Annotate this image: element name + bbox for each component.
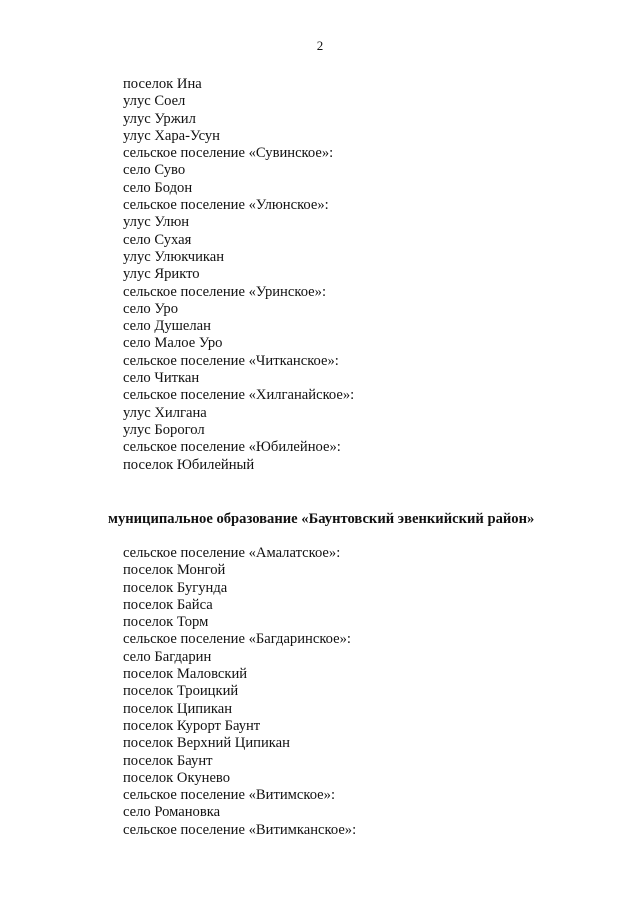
list-item: село Сухая bbox=[123, 231, 192, 248]
list-item: сельское поселение «Улюнское»: bbox=[123, 197, 329, 214]
page-number: 2 bbox=[316, 38, 324, 53]
list-item: поселок Ина bbox=[123, 76, 202, 92]
list-item: поселок Монгой bbox=[123, 562, 226, 579]
list-item: село Бодон bbox=[123, 179, 193, 196]
list-item: сельское поселение «Амалатское»: bbox=[123, 545, 341, 561]
list-item: село Душелан bbox=[123, 318, 211, 335]
list-item: сельское поселение «Багдаринское»: bbox=[123, 631, 351, 648]
list-item: село Романовка bbox=[123, 804, 221, 821]
list-item: сельское поселение «Читканское»: bbox=[123, 352, 339, 369]
list-item: улус Ярикто bbox=[123, 266, 200, 283]
list-item: сельское поселение «Уринское»: bbox=[123, 283, 327, 300]
list-item: поселок Байса bbox=[123, 596, 213, 613]
list-item: сельское поселение «Сувинское»: bbox=[123, 145, 334, 162]
settlement-list-top bbox=[123, 76, 354, 474]
list-item: сельское поселение «Витимканское»: bbox=[123, 821, 357, 838]
list-item: село Читкан bbox=[123, 370, 200, 387]
list-item: поселок Окунево bbox=[123, 769, 231, 786]
list-item: сельское поселение «Витимское»: bbox=[123, 787, 336, 804]
list-item: поселок Верхний Ципикан bbox=[123, 735, 290, 752]
list-item: поселок Бугунда bbox=[123, 579, 228, 596]
list-item: село Багдарин bbox=[123, 648, 212, 665]
list-item: улус Уржил bbox=[123, 110, 196, 127]
list-item: улус Хара-Усун bbox=[123, 127, 220, 144]
settlement-list-bottom bbox=[123, 545, 356, 839]
list-item: поселок Баунт bbox=[123, 752, 213, 769]
list-item: улус Улюн bbox=[123, 214, 190, 231]
list-item: улус Улюкчикан bbox=[123, 248, 225, 265]
list-item: село Уро bbox=[123, 300, 179, 317]
list-item: улус Борогол bbox=[123, 421, 205, 438]
list-item: улус Хилгана bbox=[123, 404, 207, 421]
list-item: село Суво bbox=[123, 162, 186, 179]
list-item: поселок Курорт Баунт bbox=[123, 717, 261, 734]
section-heading: муниципальное образование «Баунтовский эвенкийский район» bbox=[108, 511, 535, 527]
list-item: поселок Троицкий bbox=[123, 683, 239, 700]
list-item: улус Соел bbox=[123, 93, 186, 110]
list-item: село Малое Уро bbox=[123, 335, 223, 352]
list-item: сельское поселение «Хилганайское»: bbox=[123, 387, 355, 404]
list-item: поселок Маловский bbox=[123, 666, 248, 683]
list-item: поселок Ципикан bbox=[123, 700, 233, 717]
list-item: поселок Юбилейный bbox=[123, 456, 255, 473]
list-item: сельское поселение «Юбилейное»: bbox=[123, 439, 341, 456]
list-item: поселок Торм bbox=[123, 614, 209, 631]
